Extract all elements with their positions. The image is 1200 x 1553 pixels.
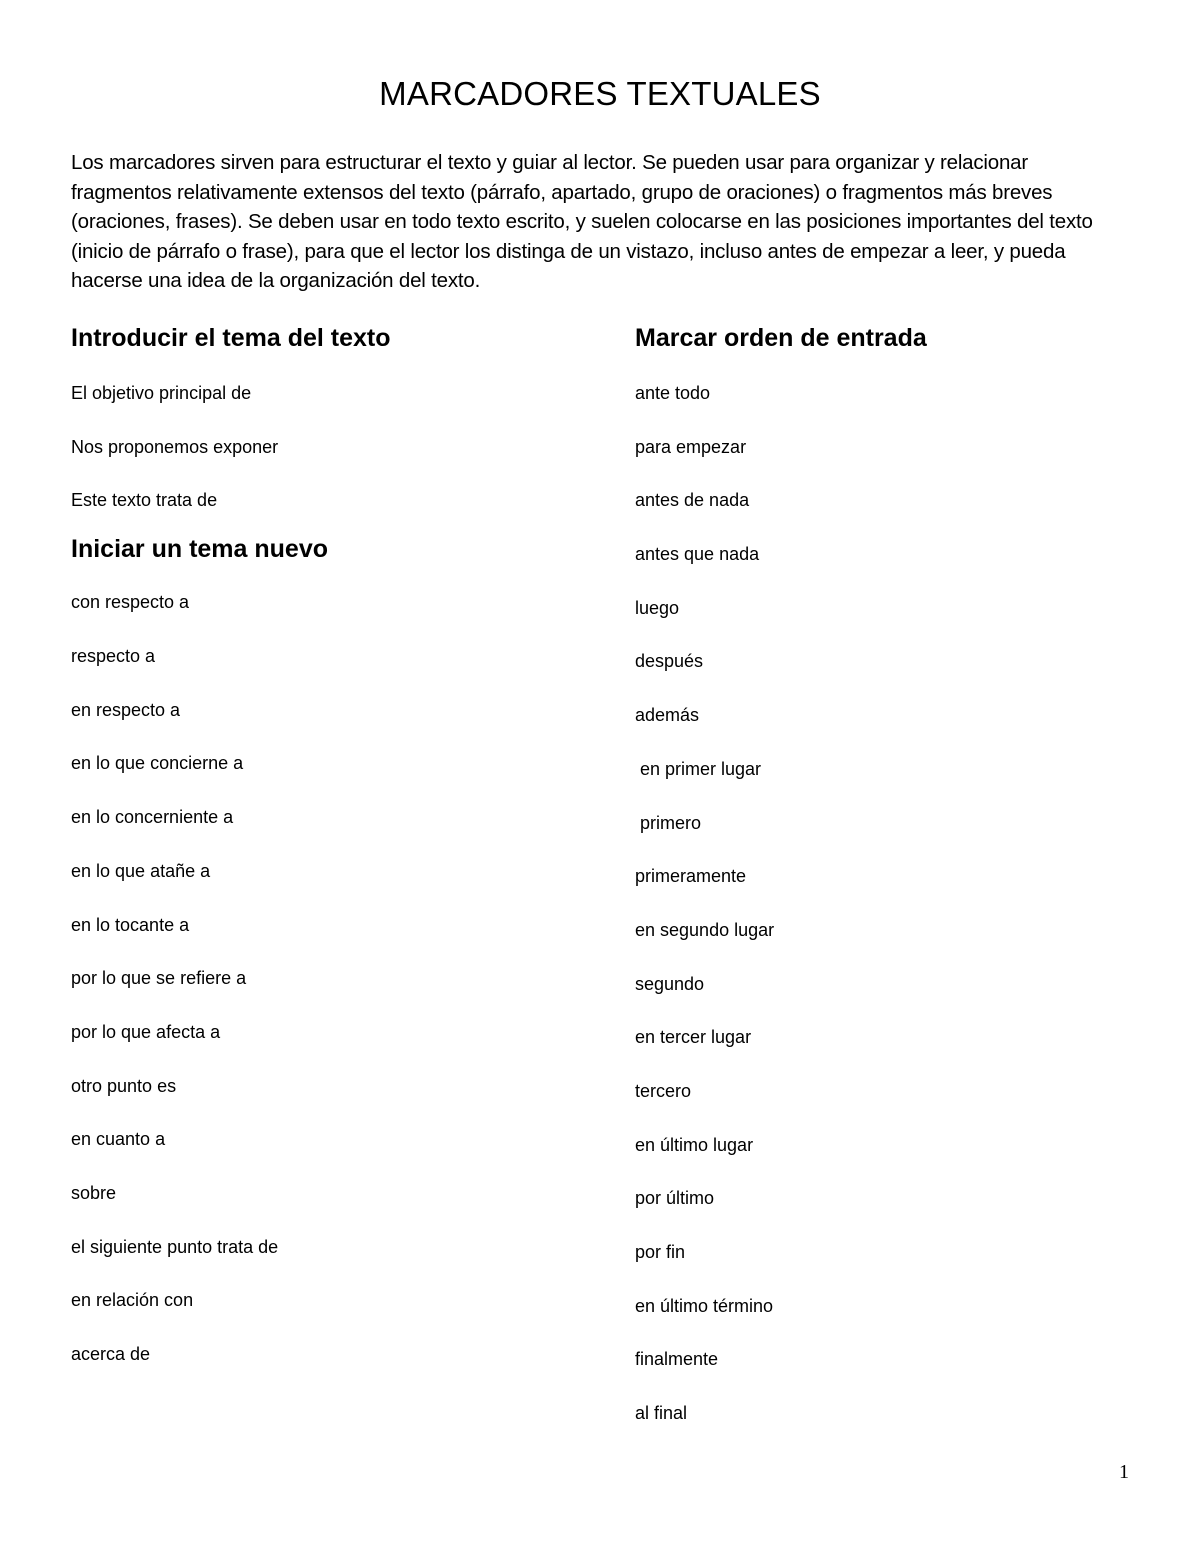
list-item: en lo que concierne a: [71, 753, 244, 774]
list-item: en relación con: [71, 1290, 194, 1311]
list-item: Este texto trata de: [71, 490, 218, 511]
list-item: en lo tocante a: [71, 914, 190, 935]
list-item: sobre: [71, 1182, 117, 1203]
document-title: MARCADORES TEXTUALES: [379, 75, 821, 112]
list-item: respecto a: [71, 646, 156, 667]
list-item: por lo que afecta a: [71, 1021, 221, 1042]
list-item: en tercer lugar: [635, 1027, 752, 1048]
list-item: por último: [635, 1188, 715, 1209]
page-number: 1: [1119, 1461, 1129, 1483]
list-item: en lo que atañe a: [71, 860, 211, 881]
list-item: en segundo lugar: [635, 919, 775, 940]
list-item: en lo concerniente a: [71, 807, 234, 828]
list-item: segundo: [635, 973, 705, 994]
list-item: en primer lugar: [635, 758, 762, 779]
section-heading-introducir-tema: Introducir el tema del texto: [71, 324, 391, 352]
list-introducir-tema: [71, 382, 591, 529]
list-item: finalmente: [635, 1349, 719, 1370]
list-item: ante todo: [635, 383, 711, 403]
list-item: en cuanto a: [71, 1129, 166, 1150]
left-column: [71, 320, 591, 1397]
list-item: en último lugar: [635, 1134, 754, 1155]
list-item: en respecto a: [71, 699, 181, 720]
list-item: luego: [635, 597, 680, 618]
list-item: por fin: [635, 1242, 686, 1262]
right-column: [635, 320, 1155, 1456]
list-item: tercero: [635, 1080, 692, 1101]
list-item: Nos proponemos exponer: [71, 436, 279, 457]
list-item: en último término: [635, 1295, 774, 1316]
list-iniciar-tema: [71, 591, 591, 1396]
intro-paragraph: Los marcadores sirven para estructurar el texto y guiar al lector. Se pueden usar para organizar y relacionar fragmentos relativamente extensos del texto (párrafo, apartado, grupo de oraciones) o fragmentos más breves (oraciones, frases). Se deben usar en todo texto escrito, y suelen colocarse en las posiciones importantes del texto (inicio de párrafo o frase), para que el lector los distinga de un vistazo, incluso antes de empezar a leer, y pueda hacerse una idea de la organización del texto.: [71, 151, 1093, 292]
list-item: acerca de: [71, 1344, 151, 1364]
list-item: otro punto es: [71, 1075, 177, 1096]
list-item: con respecto a: [71, 592, 190, 613]
list-item: el siguiente punto trata de: [71, 1236, 279, 1257]
list-item: primero: [635, 812, 702, 833]
list-item: primeramente: [635, 866, 747, 887]
list-item: para empezar: [635, 436, 747, 457]
list-item: al final: [635, 1403, 688, 1424]
list-orden-entrada: [635, 382, 1155, 1456]
list-item: antes que nada: [635, 544, 760, 565]
section-heading-orden-entrada: Marcar orden de entrada: [635, 324, 927, 352]
list-item: por lo que se refiere a: [71, 968, 247, 989]
section-heading-iniciar-tema: Iniciar un tema nuevo: [71, 535, 329, 564]
list-item: además: [635, 705, 700, 726]
list-item: antes de nada: [635, 490, 750, 511]
list-item: después: [635, 651, 704, 672]
list-item: El objetivo principal de: [71, 383, 252, 403]
